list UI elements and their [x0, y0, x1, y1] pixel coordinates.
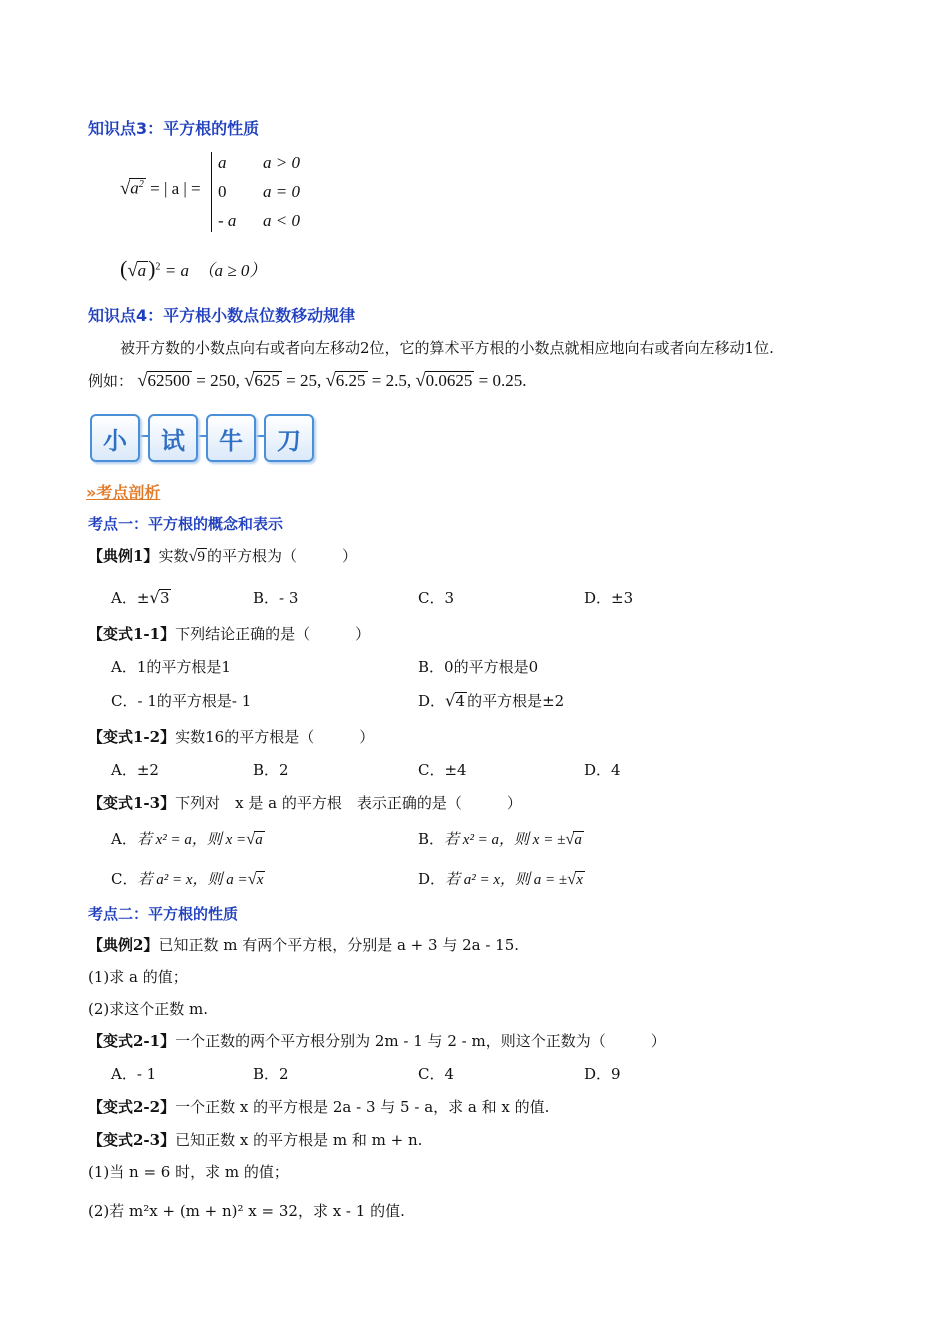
v12-option-b[interactable]: B．2	[253, 761, 289, 779]
v11-option-d[interactable]: D．√4 的平方根是±2	[418, 691, 565, 710]
ex1-option-b[interactable]: B．- 3	[253, 589, 299, 607]
case-brace	[211, 152, 212, 232]
v13-option-a[interactable]: A．若 x² = a，则 x =√a	[111, 829, 263, 848]
double-chevron-icon: »	[86, 483, 97, 502]
case1-cond: a > 0	[263, 153, 300, 172]
v12-option-c[interactable]: C．±4	[418, 761, 467, 779]
practice-banner	[90, 414, 320, 464]
v13-option-c[interactable]: C．若 a² = x，则 a =√x	[111, 869, 264, 888]
v12-option-a[interactable]: A．±2	[111, 761, 159, 779]
k4-text: 被开方数的小数点向右或者向左移动2位，它的算术平方根的小数点就相应地向右或者向左移动1位.	[120, 339, 774, 357]
v11-option-b[interactable]: B．0的平方根是0	[418, 658, 539, 676]
v11-option-a[interactable]: A．1的平方根是1	[111, 658, 231, 676]
v23-q2: (2)若 m²x + (m + n)² x = 32，求 x - 1 的值.	[88, 1202, 405, 1220]
case3-val: - a	[218, 211, 237, 230]
k4-examples: 例如： √62500 = 250, √625 = 25, √6.25 = 2.5, √0.0625 = 0.25.	[88, 370, 527, 391]
v11-question: 【变式1-1】下列结论正确的是（ ）	[88, 625, 371, 643]
case1-val: a	[218, 153, 227, 172]
v12-option-d[interactable]: D．4	[584, 761, 621, 779]
ex1-option-c[interactable]: C．3	[418, 589, 455, 607]
case2-val: 0	[218, 182, 227, 201]
kd1-title: 考点一：平方根的概念和表示	[88, 515, 284, 533]
banner-char-3: 牛	[206, 414, 256, 462]
v12-question: 【变式1-2】实数16的平方根是（ ）	[88, 728, 375, 746]
banner-char-2: 试	[148, 414, 198, 462]
v11-option-c[interactable]: C．- 1的平方根是- 1	[111, 692, 252, 710]
k3-title: 知识点3：平方根的性质	[88, 119, 260, 138]
ex1-question: 【典例1】实数√9 的平方根为（ ）	[88, 546, 358, 565]
banner-char-4: 刀	[264, 414, 314, 462]
case2-cond: a = 0	[263, 182, 300, 201]
banner-char-1: 小	[90, 414, 140, 462]
v21-option-c[interactable]: C．4	[418, 1065, 455, 1083]
v23-question: 【变式2-3】已知正数 x 的平方根是 m 和 m + n.	[88, 1131, 423, 1149]
v21-option-b[interactable]: B．2	[253, 1065, 289, 1083]
v21-option-a[interactable]: A．- 1	[111, 1065, 157, 1083]
k4-title: 知识点4：平方根小数点位数移动规律	[88, 306, 356, 325]
v23-q1: (1)当 n = 6 时，求 m 的值；	[88, 1163, 289, 1181]
section-heading: »考点剖析	[86, 483, 161, 502]
v13-option-b[interactable]: B．若 x² = a，则 x = ±√a	[418, 829, 582, 848]
v22-question: 【变式2-2】一个正数 x 的平方根是 2a - 3 与 5 - a，求 a 和 x 的值.	[88, 1098, 550, 1116]
ex2-q1: (1)求 a 的值；	[88, 968, 188, 986]
v13-question: 【变式1-3】下列对 x 是 a 的平方根 表示正确的是（ ）	[88, 794, 522, 812]
v21-question: 【变式2-1】一个正数的两个平方根分别为 2m - 1 与 2 - m，则这个正数为（ ）	[88, 1032, 666, 1050]
ex1-option-a[interactable]: A．±√3	[111, 588, 170, 607]
ex2-q2: (2)求这个正数 m.	[88, 1000, 209, 1018]
k3-formula1: $√a^2$ = | a | =	[120, 178, 201, 199]
v21-option-d[interactable]: D．9	[584, 1065, 621, 1083]
ex1-option-d[interactable]: D．±3	[584, 589, 634, 607]
ex2-question: 【典例2】已知正数 m 有两个平方根，分别是 a + 3 与 2a - 15.	[88, 936, 520, 954]
k3-formula2: $(√a)^2 = a$ （a ≥ 0）	[120, 256, 267, 281]
case3-cond: a < 0	[263, 211, 300, 230]
kd2-title: 考点二：平方根的性质	[88, 905, 239, 923]
v13-option-d[interactable]: D．若 a² = x，则 a = ±√x	[418, 869, 583, 888]
